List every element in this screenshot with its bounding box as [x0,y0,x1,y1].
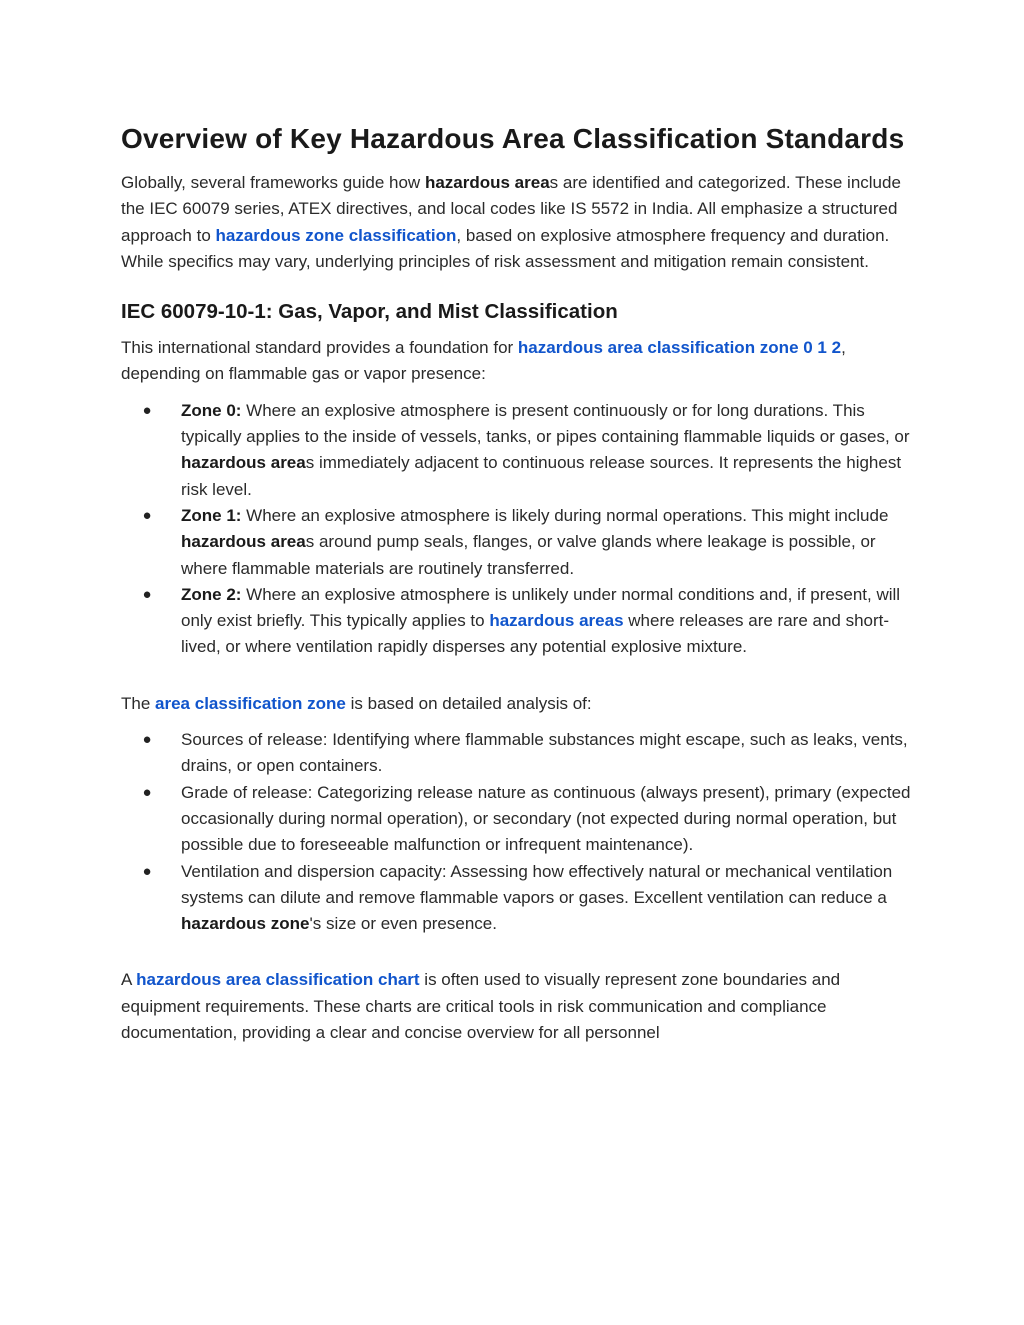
zone-label: Zone 1: [181,505,242,525]
list-item-grade [121,780,911,859]
item-bold-term: hazardous zone [181,914,310,934]
closing-text-2: is often used to visually represent zone boundaries and equipment requirements. These charts are critical tools in risk communication and compliance documentation, providing a clear and concise overview for all personnel [121,970,841,1043]
section1-link-zone-classification[interactable]: hazardous area classification zone 0 1 2 [517,338,842,358]
bullet-icon: ● [142,862,152,880]
zone-link-hazardous-areas[interactable]: hazardous areas [489,611,624,631]
intro-paragraph [121,170,911,275]
section2-text-2: is based on detailed analysis of: [345,693,592,713]
intro-text-1: Globally, several frameworks guide how [121,173,425,192]
item-text-2: 's size or even presence. [309,914,497,934]
closing-text-1: A [121,970,137,990]
zone-text-2: where releases are rare and short-lived, or where ventilation rapidly disperses any potential explosive mixture. [181,611,890,657]
section2-text-1: The [121,693,156,713]
section2-paragraph [121,691,911,717]
intro-text-2: s are identified and categorized. These include the IEC 60079 series, ATEX directives, and local codes like IS 5572 in India. All emphasize a structured approach to [121,173,901,245]
intro-bold-term: hazardous area [424,173,550,192]
section-heading-iec: IEC 60079-10-1: Gas, Vapor, and Mist Classification [121,300,618,324]
bullet-icon: ● [142,585,152,603]
section1-text-1: This international standard provides a foundation for [121,338,518,358]
spacer [121,937,911,967]
zone-bold-term: hazardous area [181,532,306,552]
intro-link-hazardous-zone-classification[interactable]: hazardous zone classification [215,225,457,245]
zone-text-1: Where an explosive atmosphere is unlikely under normal conditions and, if present, will only exist briefly. This typically applies to [181,584,901,631]
list-item-zone-2 [121,582,911,661]
item-text-1: Ventilation and dispersion capacity: Assessing how effectively natural or mechanical ventilation systems can dilute and remove flammable vapors or gases. Excellent ventilation can reduce a [181,861,893,907]
zone-label: Zone 2: [181,584,242,604]
analysis-list [121,727,911,937]
section1-text-2: , depending on flammable gas or vapor presence: [121,338,846,384]
bullet-icon: ● [142,731,152,749]
closing-paragraph [121,967,911,1046]
zone-text-2: s immediately adjacent to continuous release sources. It represents the highest risk level. [181,453,902,499]
zone-list [121,398,911,661]
list-item-zone-0 [121,398,911,503]
zone-bold-term: hazardous area [181,453,306,473]
bullet-icon: ● [142,783,152,801]
section2-link-area-classification-zone[interactable]: area classification zone [155,693,346,713]
intro-text-3: , based on explosive atmosphere frequency and duration. While specifics may vary, underlying principles of risk assessment and mitigation remain consistent. [121,225,890,271]
list-item-ventilation [121,859,911,938]
list-item-sources [121,727,911,780]
spacer [121,661,911,691]
bullet-icon: ● [142,401,152,419]
bullet-icon: ● [142,506,152,524]
closing-link-classification-chart[interactable]: hazardous area classification chart [136,970,420,990]
page-title: Overview of Key Hazardous Area Classification Standards [121,123,905,154]
item-text: Grade of release: Categorizing release nature as continuous (always present), primary (expected occasionally during normal operation), or secondary (not expected during normal operation, but possible due to foreseeable malfunction or infrequent maintenance). [181,782,911,855]
zone-label: Zone 0: [181,400,242,420]
zone-text-1: Where an explosive atmosphere is present continuously or for long durations. This typically applies to the inside of vessels, tanks, or pipes containing flammable liquids or gases, or [181,400,910,447]
item-text: Sources of release: Identifying where flammable substances might escape, such as leaks, vents, drains, or open containers. [181,730,908,776]
section1-paragraph [121,335,911,388]
zone-text-1: Where an explosive atmosphere is likely during normal operations. This might include [241,505,889,525]
list-item-zone-1 [121,503,911,582]
document-page [121,118,911,1046]
zone-text-2: s around pump seals, flanges, or valve glands where leakage is possible, or where flammable materials are routinely transferred. [181,532,876,578]
